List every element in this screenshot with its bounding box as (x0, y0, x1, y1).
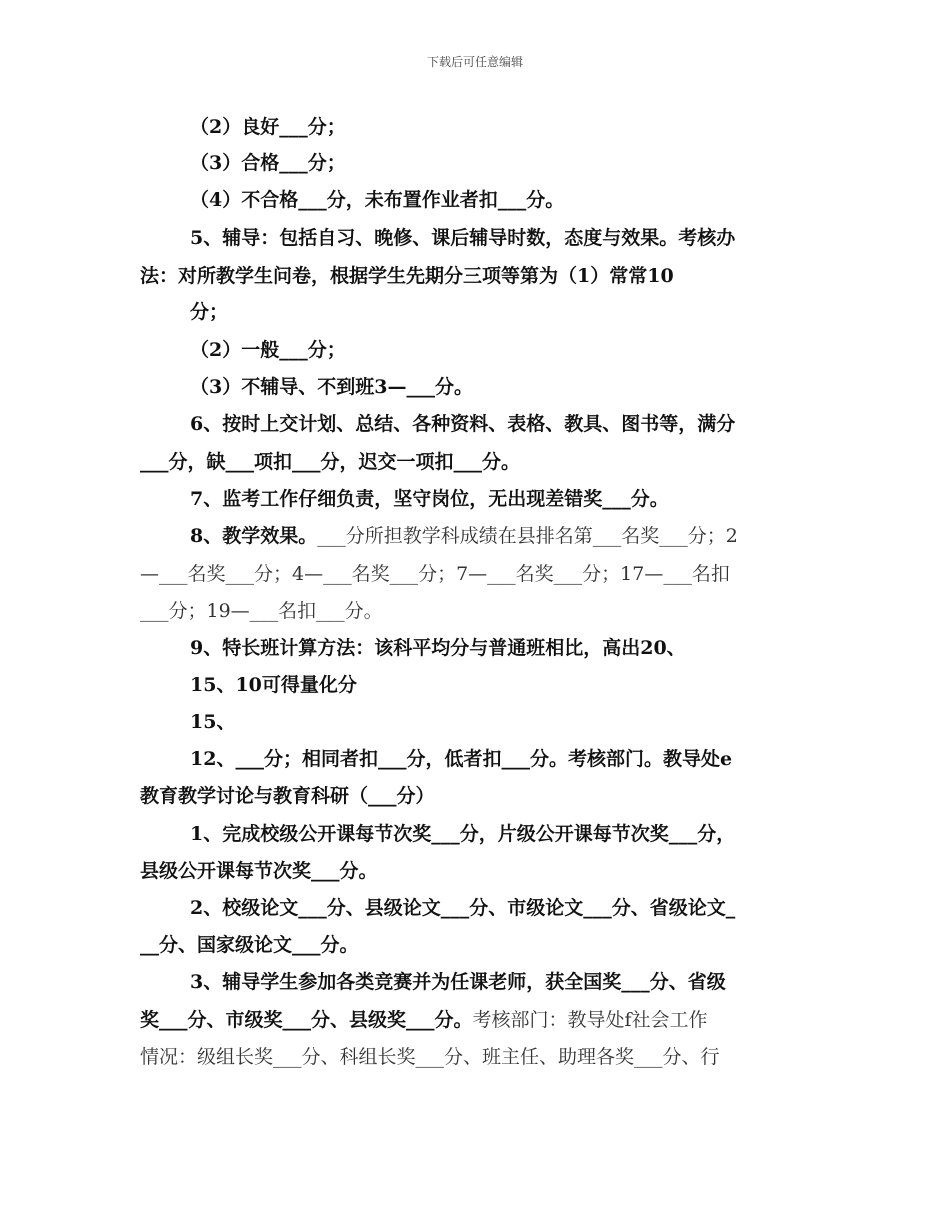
text-normal: —___名奖___分；4—___名奖___分；7—___名奖___分；17—___名扣 (140, 563, 730, 585)
text-line (140, 1008, 708, 1032)
text-line: 法：对所教学生问卷，根据学生先期分三项等第为（1）常常10 (140, 265, 674, 287)
text-line: 教育教学讨论与教育科研（___分） (140, 785, 435, 807)
text-line (140, 562, 730, 586)
text-line: （2）一般___分； (190, 339, 346, 361)
text-bold: 奖___分、市级奖___分、县级奖___分。 (140, 1009, 473, 1031)
text-line: ___分，缺___项扣___分，迟交一项扣___分。 (140, 451, 521, 473)
text-line: （2）良好___分； (190, 116, 346, 138)
text-line: 15、10可得量化分 (190, 674, 357, 696)
text-normal: 考核部门：教导处f社会工作 (472, 1009, 708, 1031)
text-line: 6、按时上交计划、总结、各种资料、表格、教具、图书等，满分 (190, 413, 736, 435)
text-line: 县级公开课每节次奖___分。 (140, 860, 378, 882)
text-line: 15、 (190, 711, 236, 733)
text-line (140, 1045, 720, 1069)
text-normal: ___分；19—___名扣___分。 (140, 600, 383, 622)
text-bold: 8、教学效果。 (190, 525, 318, 547)
text-line: 1、完成校级公开课每节次奖___分，片级公开课每节次奖___分， (190, 823, 736, 845)
text-line (190, 524, 738, 548)
text-line: 7、监考工作仔细负责，坚守岗位，无出现差错奖___分。 (190, 488, 669, 510)
text-line: （3）不辅导、不到班3—___分。 (190, 376, 473, 398)
text-line: 5、辅导：包括自习、晚修、课后辅导时数，态度与效果。考核办 (190, 227, 736, 249)
text-line: （4）不合格___分，未布置作业者扣___分。 (190, 189, 565, 211)
text-line: （3）合格___分； (190, 152, 346, 174)
text-normal: 情况：级组长奖___分、科组长奖___分、班主任、助理各奖___分、行 (140, 1046, 720, 1068)
text-line: __分、国家级论文___分。 (140, 934, 359, 956)
text-line (140, 599, 383, 623)
text-normal: ___分所担教学科成绩在县排名第___名奖___分；2 (317, 525, 738, 547)
text-line: 2、校级论文___分、县级论文___分、市级论文___分、省级论文_ (190, 897, 736, 919)
text-line: 9、特长班计算方法：该科平均分与普通班相比，高出20、 (190, 637, 686, 659)
page-header: 下载后可任意编辑 (426, 55, 523, 69)
text-line: 分； (190, 301, 229, 323)
text-line: 12、___分；相同者扣___分，低者扣___分。考核部门。教导处e (190, 748, 733, 770)
text-line: 3、辅导学生参加各类竞赛并为任课老师，获全国奖___分、省级 (190, 971, 726, 993)
